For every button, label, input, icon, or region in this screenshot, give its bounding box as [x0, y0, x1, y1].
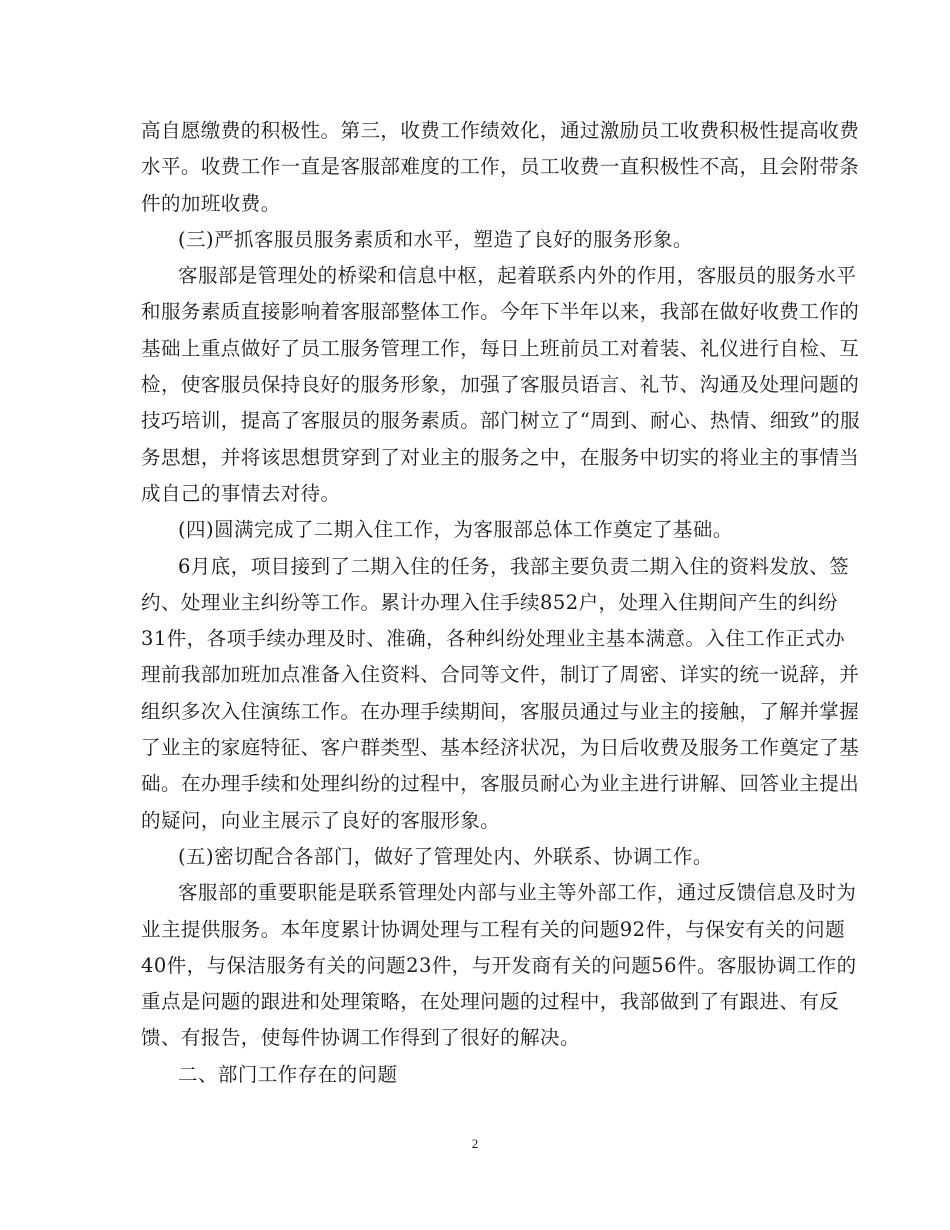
text-line: 约、处理业主纠纷等工作。累计办理入住手续852户，处理入住期间产生的纠纷	[141, 590, 838, 614]
text-line: 础。在办理手续和处理纠纷的过程中，客服员耐心为业主进行讲解、回答业主提出	[141, 772, 860, 796]
text-line: 基础上重点做好了员工服务管理工作，每日上班前员工对着装、礼仪进行自检、互	[141, 336, 860, 360]
text-line: 二、部门工作存在的问题	[178, 1062, 398, 1086]
text-line: 检，使客服员保持良好的服务形象，加强了客服员语言、礼节、沟通及处理问题的	[141, 373, 860, 397]
text-line: 业主提供服务。本年度累计协调处理与工程有关的问题92件，与保安有关的问题	[141, 917, 846, 941]
text-line: 馈、有报告，使每件协调工作得到了很好的解决。	[141, 1026, 580, 1050]
text-line: 和服务素质直接影响着客服部整体工作。今年下半年以来，我部在做好收费工作的	[141, 300, 860, 324]
text-line: 技巧培训，提高了客服员的服务素质。部门树立了“周到、耐心、热情、细致”的服	[141, 409, 861, 433]
text-line: (四)圆满完成了二期入住工作，为客服部总体工作奠定了基础。	[178, 518, 733, 542]
text-line: 组织多次入住演练工作。在办理手续期间，客服员通过与业主的接触，了解并掌握	[141, 699, 860, 723]
text-line: 务思想，并将该思想贯穿到了对业主的服务之中，在服务中切实的将业主的事情当	[141, 445, 860, 469]
text-line: (三)严抓客服员服务素质和水平，塑造了良好的服务形象。	[178, 227, 693, 251]
page-number: 2	[471, 1136, 479, 1151]
text-line: 件的加班收费。	[141, 191, 281, 215]
text-line: 40件，与保洁服务有关的问题23件，与开发商有关的问题56件。客服协调工作的	[141, 953, 857, 977]
text-line: 成自己的事情去对待。	[141, 481, 341, 505]
text-line: 6月底，项目接到了二期入住的任务，我部主要负责二期入住的资料发放、签	[178, 554, 850, 578]
text-line: 重点是问题的跟进和处理策略，在处理问题的过程中，我部做到了有跟进、有反	[141, 990, 840, 1014]
text-line: 水平。收费工作一直是客服部难度的工作，员工收费一直积极性不高，且会附带条	[141, 155, 860, 179]
text-line: 理前我部加班加点准备入住资料、合同等文件，制订了周密、详实的统一说辞，并	[141, 663, 860, 687]
text-line: 客服部是管理处的桥梁和信息中枢，起着联系内外的作用，客服员的服务水平	[178, 264, 857, 288]
body-text	[141, 113, 861, 1093]
text-line: 的疑问，向业主展示了良好的客服形象。	[141, 808, 501, 832]
text-line: 31件，各项手续办理及时、准确，各种纠纷处理业主基本满意。入住工作正式办	[141, 627, 846, 651]
text-line: 客服部的重要职能是联系管理处内部与业主等外部工作，通过反馈信息及时为	[178, 881, 857, 905]
text-line: 了业主的家庭特征、客户群类型、基本经济状况，为日后收费及服务工作奠定了基	[141, 736, 860, 760]
text-line: 高自愿缴费的积极性。第三，收费工作绩效化，通过激励员工收费积极性提高收费	[141, 119, 860, 142]
text-line: (五)密切配合各部门，做好了管理处内、外联系、协调工作。	[178, 844, 713, 868]
